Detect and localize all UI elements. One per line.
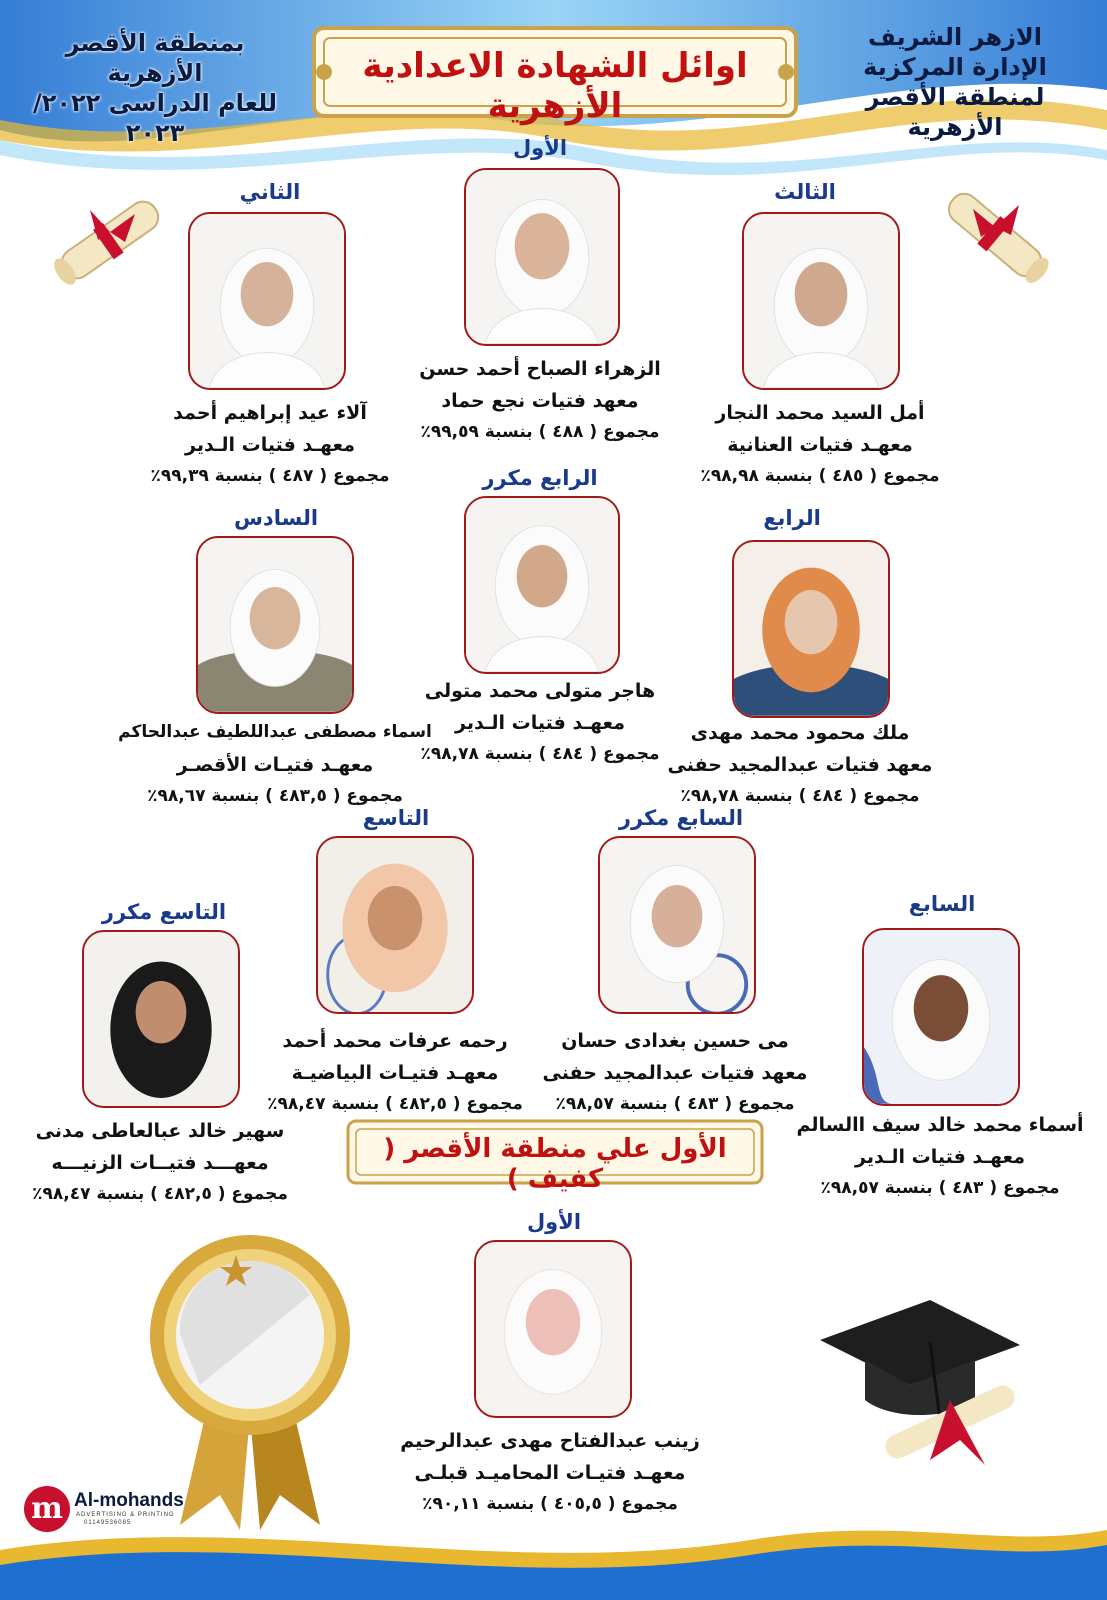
student-name: أمل السيد محمد النجار — [715, 402, 925, 424]
student-name: مى حسين بغدادى حسان — [561, 1030, 789, 1052]
student-score: مجموع ( ٤٨٤ ) بنسبة ٩٨,٧٨٪ — [420, 744, 660, 764]
student-photo — [196, 536, 354, 714]
diploma-scroll-icon — [40, 170, 180, 310]
diploma-scroll-icon-right — [925, 165, 1065, 305]
header-right-line2: الإدارة المركزية — [863, 53, 1047, 81]
student-score: مجموع ( ٤٨٣,٥ ) بنسبة ٩٨,٦٧٪ — [147, 786, 403, 806]
rank-label: السابع مكرر — [618, 806, 744, 830]
student-score: مجموع ( ٤٨٨ ) بنسبة ٩٩,٥٩٪ — [420, 422, 660, 442]
company-logo-phone: 01149536085 — [84, 1520, 132, 1526]
rank-label: الرابع — [763, 506, 821, 530]
student-photo — [598, 836, 756, 1014]
blind-category-title: الأول علي منطقة الأقصر ( كفيف ) — [383, 1134, 727, 1194]
student-score: مجموع ( ٤٨٢,٥ ) بنسبة ٩٨,٤٧٪ — [267, 1094, 523, 1114]
header-right — [825, 22, 1085, 142]
student-school: معهـد فتيـات المحاميـد قبلـى — [414, 1462, 686, 1484]
rank-label: الأول — [512, 136, 568, 160]
rank-label: التاسع — [362, 806, 430, 830]
company-logo-name: Al-mohands — [74, 1490, 184, 1511]
header-left — [20, 28, 290, 148]
student-name: هاجر متولى محمد متولى — [424, 680, 656, 702]
rank-label: الرابع مكرر — [482, 466, 598, 490]
rank-label: السابع — [908, 892, 976, 916]
student-score: مجموع ( ٤٨٥ ) بنسبة ٩٨,٩٨٪ — [700, 466, 940, 486]
student-name: آلاء عيد إبراهيم أحمد — [173, 402, 367, 424]
student-name: أسماء محمد خالد سيف االسالم — [796, 1114, 1084, 1136]
student-school: معهد فتيات عبدالمجيد حفنى — [667, 754, 933, 776]
student-score: مجموع ( ٤٨٢,٥ ) بنسبة ٩٨,٤٧٪ — [32, 1184, 288, 1204]
student-score: مجموع ( ٤٨٤ ) بنسبة ٩٨,٧٨٪ — [680, 786, 920, 806]
header-right-line1: الازهر الشريف — [867, 23, 1043, 51]
student-school: معهد فتيات عبدالمجيد حفنى — [542, 1062, 808, 1084]
student-photo — [474, 1240, 632, 1418]
student-name: زينب عبدالفتاح مهدى عبدالرحيم — [400, 1430, 700, 1452]
rank-label: السادس — [233, 506, 319, 530]
graduation-cap-icon — [810, 1290, 1030, 1470]
student-photo — [316, 836, 474, 1014]
rank-label: الأول — [526, 1210, 582, 1234]
student-school: معهـد فتيات العنانية — [727, 434, 913, 456]
student-name: سهير خالد عبالعاطى مدنى — [35, 1120, 285, 1142]
student-school: معهد فتيات نجع حماد — [441, 390, 639, 412]
page-title: اوائل الشهادة الاعدادية الأزهرية — [362, 46, 748, 126]
company-logo-mark: m — [24, 1486, 70, 1532]
student-photo — [464, 168, 620, 346]
student-name: اسماء مصطفى عبداللطيف عبدالحاكم — [118, 722, 432, 742]
student-school: معهـد فتيـات الأقصـر — [176, 754, 374, 776]
gold-medal-icon — [140, 1225, 360, 1535]
student-school: معهـد فتيـات البياضيـة — [291, 1062, 499, 1084]
header-right-line3: لمنطقة الأقصر الأزهرية — [865, 83, 1045, 141]
student-photo — [188, 212, 346, 390]
header-left-line1: بمنطقة الأقصر الأزهرية — [65, 29, 245, 87]
rank-label: الثاني — [239, 180, 301, 204]
student-photo — [862, 928, 1020, 1106]
student-score: مجموع ( ٤٨٣ ) بنسبة ٩٨,٥٧٪ — [820, 1178, 1060, 1198]
student-school: معهـد فتيات الـدير — [855, 1146, 1025, 1168]
student-photo — [742, 212, 900, 390]
student-school: معهـد فتيات الـدير — [185, 434, 355, 456]
company-logo-tagline: ADVERTISING & PRINTING — [76, 1512, 175, 1518]
student-name: الزهراء الصباح أحمد حسن — [419, 358, 661, 380]
rank-label: التاسع مكرر — [101, 900, 227, 924]
student-school: معهـد فتيات الـدير — [455, 712, 625, 734]
student-photo — [732, 540, 890, 718]
student-score: مجموع ( ٤٨٣ ) بنسبة ٩٨,٥٧٪ — [555, 1094, 795, 1114]
rank-label: الثالث — [774, 180, 836, 204]
student-score: مجموع ( ٤٨٧ ) بنسبة ٩٩,٣٩٪ — [150, 466, 390, 486]
student-photo — [82, 930, 240, 1108]
student-photo — [464, 496, 620, 674]
student-school: معهـــد فتيــات الزنيـــه — [51, 1152, 269, 1174]
student-name: رحمه عرفات محمد أحمد — [282, 1030, 508, 1052]
student-name: ملك محمود محمد مهدى — [690, 722, 910, 744]
header-left-line2: للعام الدراسى ٢٠٢٢/ ٢٠٢٣ — [32, 89, 278, 147]
student-score: مجموع ( ٤٠٥,٥ ) بنسبة ٩٠,١١٪ — [422, 1494, 678, 1514]
